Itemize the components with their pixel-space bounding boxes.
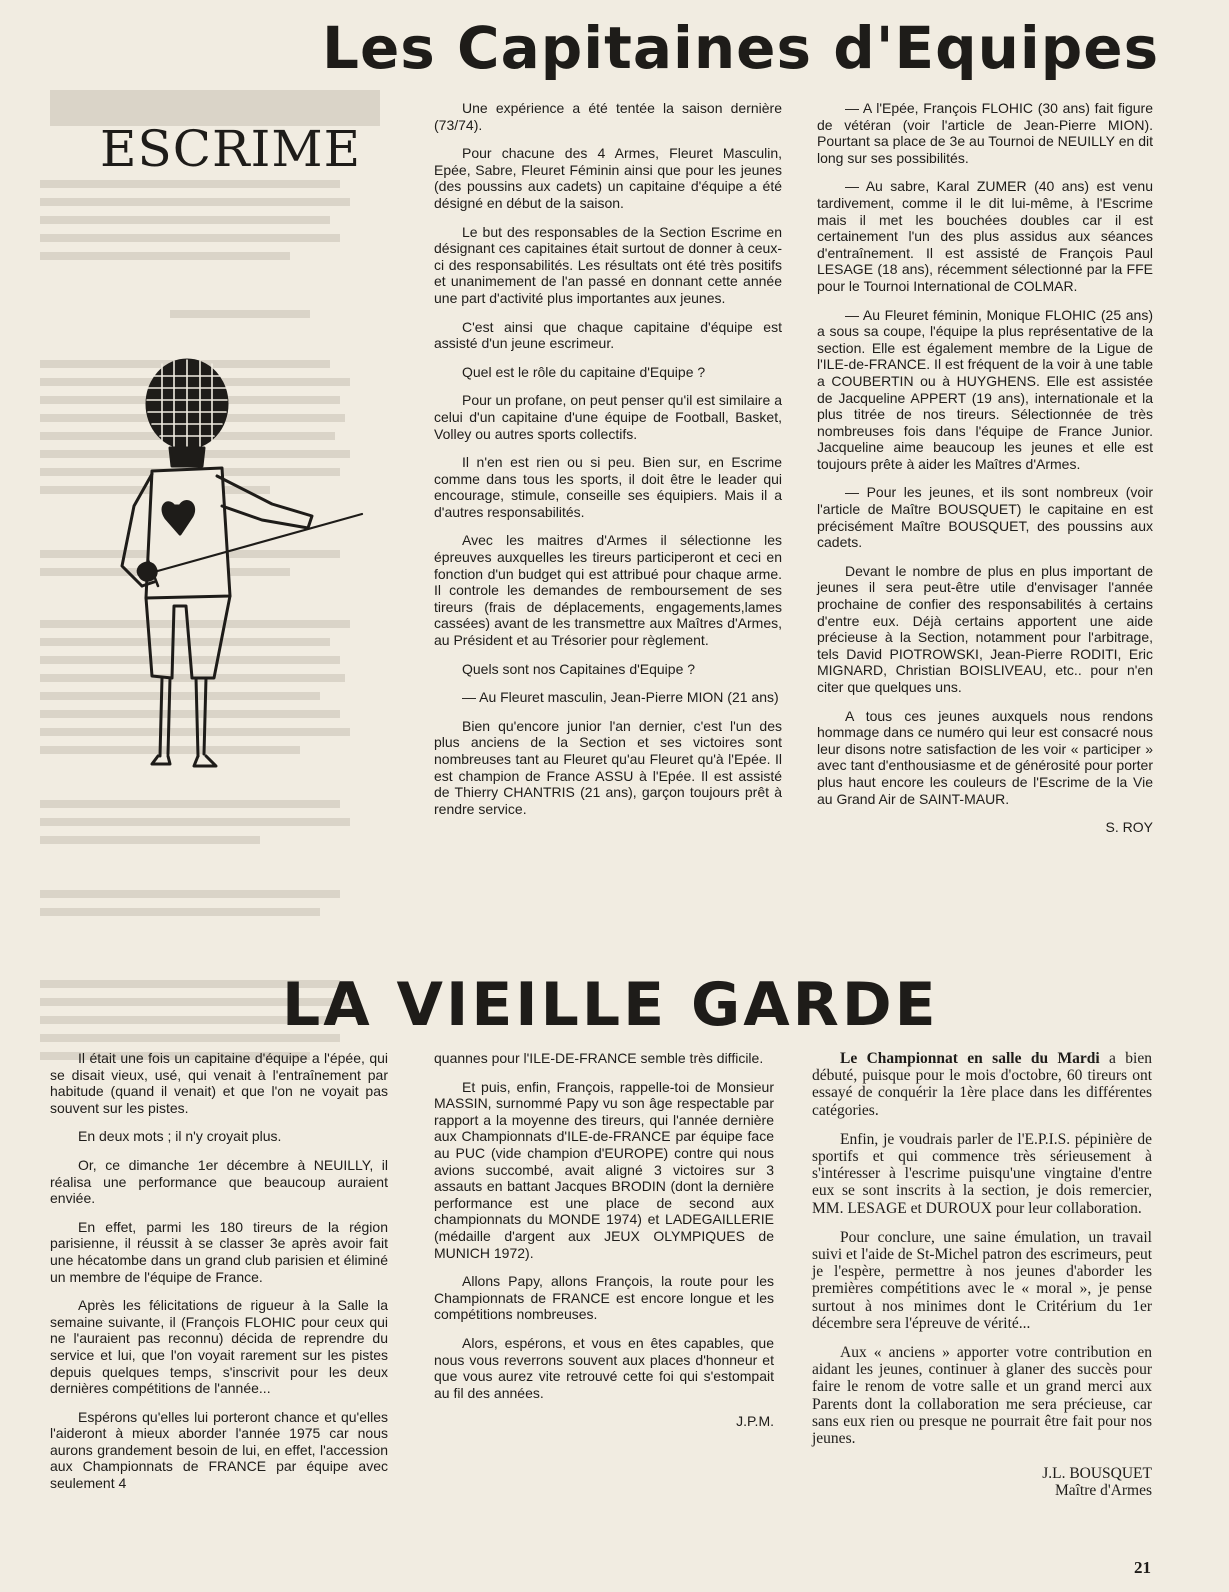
paragraph: Pour conclure, une saine émulation, un travail suivi et l'aide de St-Michel patron des escrimeurs, peut je l'espère, permettre à nos jeunes d'aborder les premières compétitions avec le « moral », je pense surtout à nos minimes dont le Critérium du 1er décembre sera l'épreuve de vérité... [812,1228,1152,1332]
article2-column1 [50,1050,388,1504]
paragraph: Et puis, enfin, François, rappelle-toi de Monsieur MASSIN, surnommé Papy vu son âge respectable par rapport a la moyenne des tireurs, qui l'année dernière aux Championnats d'ILE-de-FRANCE par équipe face au PUC (vide champion d'EUROPE) contre qui nous avions succombé, avait aligné 3 victoires sur 3 assauts en battant Jacques BRODIN (dont la dernière performance est une place de second aux championnats du MONDE 1974) et LADEGAILLERIE (médaille d'argent aux JEUX OLYMPIQUES de MUNICH 1972). [434,1078,774,1261]
signature-name: J.L. BOUSQUET [1042,1465,1152,1483]
lead-text: a bien débuté, puisque pour le mois d'octobre, 60 tireurs ont essayé de conquérir la 1ère place dans les différentes catégories. [812,1050,1152,1119]
paragraph: Après les félicitations de rigueur à la Salle la semaine suivante, il (François FLOHIC pour ceux qui ne l'auraient pas reconnu) décida de reprendre du service et lui, que l'on voyait rarement sur les pistes depuis quelques temps, s'inscrivit pour les deux dernières compétitions de l'année... [50,1297,388,1397]
fencer-illustration [112,356,374,786]
paragraph: — Pour les jeunes, et ils sont nombreux (voir l'article de Maître BOUSQUET) le capitaine en est précisément Maître BOUSQUET, des poussins aux cadets. [817,484,1153,551]
article1-column1 [434,100,782,829]
lead-bold: Le Championnat en salle du Mardi [840,1050,1100,1067]
paragraph: A tous ces jeunes auxquels nous rendons hommage dans ce numéro qui leur est consacré nous leur disons notre satisfaction de les voir « participer » avec tant d'enthousiasme et de générosité pour porter plus haut encore les couleurs de l'Escrime de la Vie au Grand Air de SAINT-MAUR. [817,707,1153,807]
page-title: Les Capitaines d'Equipes [322,14,1160,82]
paragraph: — Au sabre, Karal ZUMER (40 ans) est venu tardivement, comme il le dit lui-même, à l'Escrime mais il met les bouchées doubles car il est certainement l'un des plus assidus aux séances d'entraînement. Il est assisté de François Paul LESAGE (18 ans), récemment sélectionné par la FFE pour le Tournoi International de COLMAR. [817,178,1153,294]
paragraph: Pour chacune des 4 Armes, Fleuret Masculin, Epée, Sabre, Fleuret Féminin ainsi que pour les jeunes (des poussins aux cadets) un capitaine d'équipe a été désigné en début de la saison. [434,145,782,211]
paragraph: En effet, parmi les 180 tireurs de la région parisienne, il réussit à se classer 3e après avoir fait une hécatombe dans un grand club parisien et éliminé un membre de l'équipe de France. [50,1218,388,1285]
paragraph: — A l'Epée, François FLOHIC (30 ans) fait figure de vétéran (voir l'article de Jean-Pierre MION). Pourtant sa place de 3e au Tournoi de NEUILLY en dit long sur ses possibilités. [817,100,1153,166]
paragraph: Pour un profane, on peut penser qu'il est similaire a celui d'un capitaine d'une équipe de Football, Basket, Volley ou autres sports collectifs. [434,392,782,442]
paragraph: Il n'en est rien ou si peu. Bien sur, en Escrime comme dans tous les sports, il doit être le leader qui encourage, stimule, conseille ses équipiers. Mais il a d'autres responsabilités. [434,454,782,520]
paragraph: C'est ainsi que chaque capitaine d'équipe est assisté d'un jeune escrimeur. [434,318,782,352]
paragraph: — Au Fleuret masculin, Jean-Pierre MION (21 ans) [462,689,779,706]
article2-column2 [434,1050,774,1430]
signature: S. ROY [1105,819,1153,836]
paragraph: Bien qu'encore junior l'an dernier, c'est l'un des plus anciens de la Section et ses victoires sont nombreuses tant au Fleuret qu'au Fleuret qu'à l'Epée. Il est champion de France ASSU à l'Epée. Il est assisté de Thierry CHANTRIS (21 ans), garçon toujours prêt à rendre service. [434,717,782,817]
paragraph: Devant le nombre de plus en plus important de jeunes il sera peut-être utile d'envisager l'année prochaine de confier des responsabilités à certains d'entre eux. Déjà certains apportent une aide précieuse à la Section, notamment pour l'arbitrage, tels David PIOTROWSKI, Jean-Pierre RODITI, Eric MIGNARD, Christian BOISLIVEAU, etc.. pour n'en citer que quelques uns. [817,562,1153,695]
section-heading: ESCRIME [100,120,362,178]
paragraph: Le but des responsables de la Section Escrime en désignant ces capitaines était surtout de donner à ceux-ci des responsabilités. Les résultats ont été très positifs et unanimement de l'an passé en donnant cette année une part d'activité plus importantes aux jeunes. [434,223,782,306]
paragraph: — Au Fleuret féminin, Monique FLOHIC (25 ans) a sous sa coupe, l'équipe la plus représentative de la section. Elle est également membre de la Ligue de l'ILE-de-FRANCE. Il est fréquent de la voir à une table a COUBERTIN ou à HUYGHENS. Elle est assistée de Jacqueline APPERT (19 ans), internationale et la plus titrée de nos tireurs. Sélectionnée de très nombreuses fois dans l'équipe de France Junior. Jacqueline aime beaucoup les jeunes et elle est toujours prête à aider les Maîtres d'Armes. [817,306,1153,472]
paragraph: Alors, espérons, et vous en êtes capables, que nous vous reverrons souvent aux places d'honneur et que vous aurez vite retrouvé cette foi qui s'estompait au fil des années. [434,1334,774,1401]
paragraph: Allons Papy, allons François, la route pour les Championnats de FRANCE est encore longue et les compétitions nombreuses. [434,1273,774,1323]
section-title: LA VIEILLE GARDE [282,970,939,1040]
paragraph: Il était une fois un capitaine d'équipe a l'épée, qui se disait vieux, usé, qui venait à l'entraînement par habitude (quand il venait) et que l'on ne voyait pas souvent sur les pistes. [50,1050,388,1116]
paragraph: Une expérience a été tentée la saison dernière (73/74). [434,100,782,133]
signature: J.P.M. [736,1413,774,1430]
paragraph: Avec les maitres d'Armes il sélectionne les épreuves auxquelles les tireurs participeront et ceci en fonction d'un budget qui est attribué pour chaque arme. Il controle les demandes de remboursement de ses tireurs (frais de déplacements, engagements,lames cassées) avant de les transmettre aux Maîtres d'Armes, au Président et au Trésorier pour règlement. [434,532,782,649]
paragraph: Enfin, je voudrais parler de l'E.P.I.S. pépinière de sportifs et qui commence très sérieusement à s'intéresser à l'escrime puisqu'une vingtaine d'entre eux se sont inscrits à la section, je dois remercier, MM. LESAGE et DUROUX pour leur collaboration. [812,1130,1152,1217]
paragraph: Aux « anciens » apporter votre contribution en aidant les jeunes, continuer à glaner des succès pour faire le renom de votre salle et un grand merci aux Parents dont la collaboration me sera précieuse, car sans eux rien ou presque ne pourrait être fait pour nos jeunes. [812,1344,1152,1448]
paragraph: Or, ce dimanche 1er décembre à NEUILLY, il réalisa une performance que beaucoup auraient enviée. [50,1156,388,1207]
paragraph: quannes pour l'ILE-DE-FRANCE semble très difficile. [434,1050,764,1066]
paragraph: Espérons qu'elles lui porteront chance et qu'elles l'aideront à mieux aborder l'année 1975 car nous aurons grandement besoin de lui, en effet, l'accession aux Championnats de FRANCE par équipe avec seulement 4 [50,1408,388,1492]
signature-title: Maître d'Armes [1054,1482,1152,1500]
page-number: 21 [1134,1558,1151,1577]
paragraph: Quels sont nos Capitaines d'Equipe ? [462,660,696,677]
paragraph [812,1050,1152,1119]
article3-column [812,1050,1152,1500]
paragraph: Quel est le rôle du capitaine d'Equipe ? [462,363,706,380]
article1-column2 [817,100,1153,836]
paragraph: En deux mots ; il n'y croyait plus. [78,1128,282,1145]
